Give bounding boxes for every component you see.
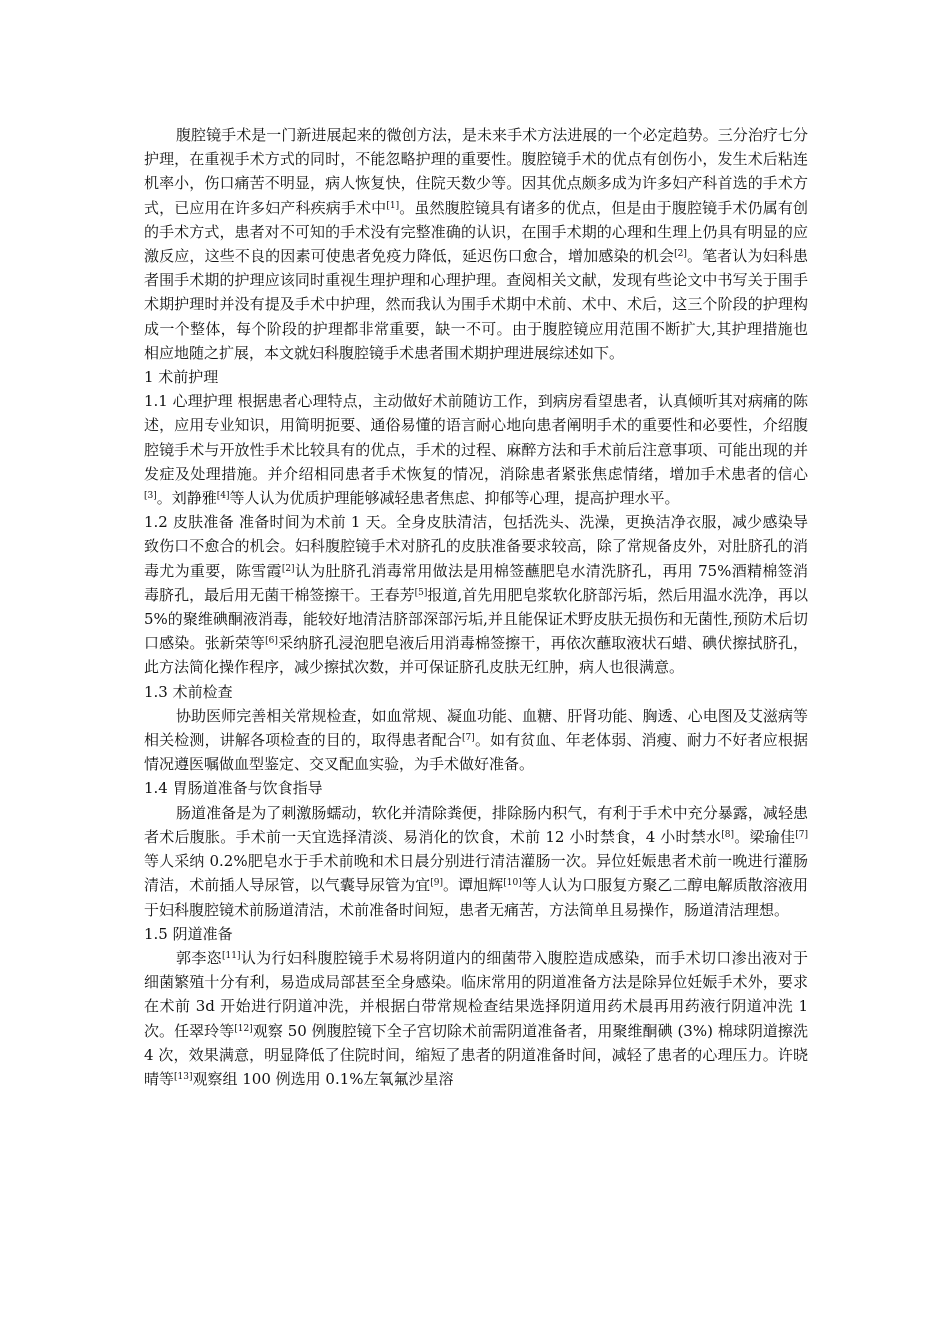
citation-ref: [13] (174, 1071, 193, 1082)
section-paragraph (144, 510, 808, 679)
citation-ref: [1] (386, 200, 400, 211)
section-heading (144, 680, 808, 704)
text-run: 等人认为口服复方聚乙二醇电解质散溶液用于妇科腹腔镜术前肠道清洁，术前准备时间短，患者无痛苦，方法简单且易操作，肠道清洁理想。 (144, 876, 808, 919)
section-heading (144, 776, 808, 800)
text-run: 1 术前护理 (144, 368, 219, 387)
text-run: 1.1 心理护理 根据患者心理特点，主动做好术前随访工作，到病房看望患者，认真倾听其对病痛的陈述，应用专业知识，用简明扼要、通俗易懂的语言耐心地向患者阐明手术的重要性和必要性，介绍腹腔镜手术与开放性手术比较具有的优点，手术的过程、麻醉方法和手术前后注意事项、可能出现的并发症及处理措施。并介绍相同患者手术恢复的情况，消除患者紧张焦虑情绪，增加手术患者的信心 (144, 392, 808, 483)
text-run: 等人采纳 0.2%肥皂水于手术前晚和术日晨分别进行清洁灌肠一次。异位妊娠患者术前一晚进行灌肠清洁，术前插人导尿管，以气囊导尿管为宜 (144, 852, 808, 895)
text-run: 1.5 阴道准备 (144, 924, 233, 943)
document-body (144, 123, 808, 1091)
text-run: 郭李恣 (176, 948, 223, 967)
text-run: 肠道准备是为了刺激肠蠕动，软化并清除粪便，排除肠内积气，有利于手术中充分暴露，减轻患者术后腹胀。手术前一天宜选择清淡、易消化的饮食，术前 12 小时禁食，4 小时禁水 (144, 803, 808, 846)
section-paragraph (144, 389, 808, 510)
citation-ref: [12] (234, 1023, 253, 1034)
citation-ref: [7] (462, 733, 475, 744)
citation-ref: [9] (430, 878, 443, 889)
citation-ref: [7] (795, 829, 808, 840)
text-run: 协助医师完善相关常规检查，如血常规、凝血功能、血糖、肝肾功能、胸透、心电图及艾滋病等相关检测，讲解各项检查的目的，取得患者配合 (144, 706, 808, 750)
section-heading (144, 922, 808, 946)
text-run: 。梁瑜佳 (734, 827, 796, 846)
text-run: 观察 50 例腹腔镜下全子宫切除术前需阴道准备者，用聚维酮碘 (3%) 棉球阴道擦洗 4 次，效果满意，明显降低了住院时间，缩短了患者的阴道准备时间，减轻了患者的心理压力。许晓晴等 (144, 1021, 808, 1088)
text-run: 报道,首先用肥皂浆软化脐部污垢，然后用温水洗净，再以 5%的聚维碘酮液消毒，能较好地清洁脐部深部污垢,并且能保证术野皮肤无损伤和无菌性,预防术后切口感染。张新荣等 (144, 585, 808, 653)
body-paragraph (144, 801, 808, 922)
text-run: 腹腔镜手术是一门新进展起来的微创方法，是未来手术方法进展的一个必定趋势。三分治疗七分护理，在重视手术方式的同时，不能忽略护理的重要性。腹腔镜手术的优点有创伤小，发生术后粘连机率小，伤口痛苦不明显，病人恢复快，住院天数少等。因其优点颇多成为许多妇产科首选的手术方式，已应用在许多妇产科疾病手术中 (144, 126, 808, 217)
text-run: 。如有贫血、年老体弱、消瘦、耐力不好者应根据情况遵医嘱做血型鉴定、交叉配血实验，为手术做好准备。 (144, 731, 808, 774)
citation-ref: [6] (265, 636, 278, 647)
text-run: 1.2 皮肤准备 准备时间为术前 1 天。全身皮肤清洁，包括洗头、洗澡，更换洁净衣服，减少感染导致伤口不愈合的机会。妇科腹腔镜手术对脐孔的皮肤准备要求较高，除了常规备皮外，对肚脐孔的消毒尤为重要，陈雪霞 (144, 513, 808, 580)
body-paragraph (144, 123, 808, 365)
citation-ref: [11] (222, 950, 241, 961)
citation-ref: [8] (721, 829, 734, 840)
text-run: 1.4 胃肠道准备与饮食指导 (144, 779, 323, 798)
text-run: 认为肚脐孔消毒常用做法是用棉签蘸肥皂水清洗脐孔，再用 75%酒精棉签消毒脐孔，最后用无菌干棉签擦干。王春芳 (144, 561, 808, 604)
citation-ref: [2] (281, 563, 295, 574)
citation-ref: [4] (216, 491, 230, 502)
text-run: 认为行妇科腹腔镜手术易将阴道内的细菌带入腹腔造成感染，而手术切口渗出液对于细菌繁殖十分有利，易造成局部甚至全身感染。临床常用的阴道准备方法是除异位妊娠手术外，要求在术前 3d 开始进行阴道冲洗，并根据白带常规检查结果选择阴道用药术晨再用药液行阴道冲洗 1 次。任翠玲等 (144, 948, 808, 1040)
text-run: 。刘静雅 (156, 489, 217, 508)
citation-ref: [3] (144, 491, 157, 502)
text-run: 1.3 术前检查 (144, 682, 233, 701)
text-run: 采纳脐孔浸泡肥皂液后用消毒棉签擦干，再依次蘸取液状石蜡、碘伏擦拭脐孔，此方法简化操作程序，减少擦拭次数，并可保证脐孔皮肤无红肿，病人也很满意。 (144, 634, 808, 677)
text-run: 等人认为优质护理能够减轻患者焦虑、抑郁等心理，提高护理水平。 (229, 489, 680, 508)
text-run: 观察组 100 例选用 0.1%左氧氟沙星溶 (192, 1069, 454, 1088)
body-paragraph (144, 946, 808, 1091)
citation-ref: [2] (674, 249, 687, 260)
body-paragraph (144, 704, 808, 777)
citation-ref: [5] (414, 587, 428, 598)
text-run: 。虽然腹腔镜具有诸多的优点，但是由于腹腔镜手术仍属有创的手术方式，患者对不可知的手术没有完整准确的认识，在围手术期的心理和生理上仍具有明显的应激反应，这些不良的因素可使患者免疫力降低，延迟伤口愈合，增加感染的机会 (144, 198, 808, 266)
section-heading (144, 365, 808, 389)
citation-ref: [10] (503, 878, 522, 889)
text-run: 。笔者认为妇科患者围手术期的护理应该同时重视生理护理和心理护理。查阅相关文献，发现有些论文中书写关于围手术期护理时并没有提及手术中护理，然而我认为围手术期中术前、术中、术后，这三个阶段的护理构成一个整体，每个阶段的护理都非常重要，缺一不可。由于腹腔镜应用范围不断扩大,其护理措施也相应地随之扩展，本文就妇科腹腔镜手术患者围术期护理进展综述如下。 (144, 247, 808, 362)
text-run: 。谭旭辉 (442, 876, 504, 895)
